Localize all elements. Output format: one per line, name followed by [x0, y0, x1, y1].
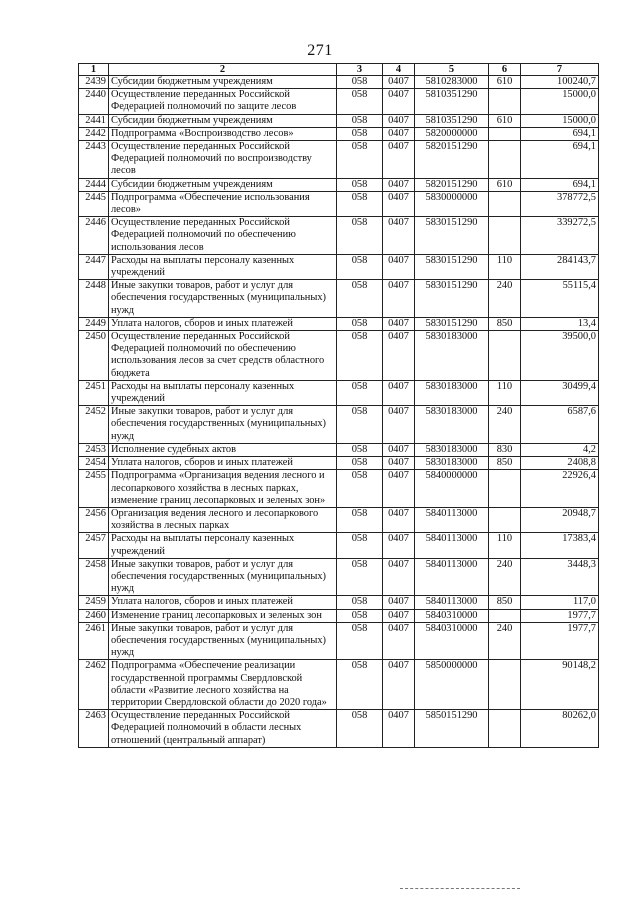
- amount: 90148,2: [521, 660, 599, 710]
- table-row: [79, 89, 599, 114]
- target-article-code: 5840113000: [415, 507, 489, 532]
- section-code: 0407: [383, 114, 415, 127]
- row-number: 2448: [79, 280, 109, 318]
- target-article-code: 5840113000: [415, 533, 489, 558]
- admin-code: 058: [337, 191, 383, 216]
- row-description: Иные закупки товаров, работ и услуг для обеспечения государственных (муниципальных) нужд: [109, 406, 337, 444]
- row-description: Уплата налогов, сборов и иных платежей: [109, 317, 337, 330]
- expense-type-code: 850: [489, 317, 521, 330]
- section-code: 0407: [383, 191, 415, 216]
- row-number: 2439: [79, 76, 109, 89]
- admin-code: 058: [337, 558, 383, 596]
- section-code: 0407: [383, 710, 415, 748]
- row-number: 2460: [79, 609, 109, 622]
- target-article-code: 5830183000: [415, 331, 489, 381]
- target-article-code: 5830183000: [415, 457, 489, 470]
- table-row: [79, 710, 599, 748]
- target-article-code: 5820000000: [415, 127, 489, 140]
- target-article-code: 5810351290: [415, 89, 489, 114]
- amount: 694,1: [521, 141, 599, 179]
- admin-code: 058: [337, 533, 383, 558]
- expense-type-code: [489, 127, 521, 140]
- target-article-code: 5830151290: [415, 317, 489, 330]
- amount: 694,1: [521, 127, 599, 140]
- expense-type-code: 110: [489, 533, 521, 558]
- section-code: 0407: [383, 533, 415, 558]
- section-code: 0407: [383, 558, 415, 596]
- amount: 39500,0: [521, 331, 599, 381]
- row-number: 2459: [79, 596, 109, 609]
- row-description: Расходы на выплаты персоналу казенных учреждений: [109, 380, 337, 405]
- row-description: Иные закупки товаров, работ и услуг для обеспечения государственных (муниципальных) нужд: [109, 558, 337, 596]
- section-code: 0407: [383, 443, 415, 456]
- section-code: 0407: [383, 317, 415, 330]
- admin-code: 058: [337, 178, 383, 191]
- section-code: 0407: [383, 141, 415, 179]
- target-article-code: 5840310000: [415, 609, 489, 622]
- row-description: Подпрограмма «Обеспечение реализации государственной программы Свердловской области «Развитие лесного хозяйства на территории Свердловской области до 2020 года»: [109, 660, 337, 710]
- expense-type-code: [489, 507, 521, 532]
- section-code: 0407: [383, 254, 415, 279]
- amount: 694,1: [521, 178, 599, 191]
- amount: 4,2: [521, 443, 599, 456]
- admin-code: 058: [337, 710, 383, 748]
- target-article-code: 5830183000: [415, 406, 489, 444]
- row-number: 2453: [79, 443, 109, 456]
- admin-code: 058: [337, 217, 383, 255]
- row-number: 2451: [79, 380, 109, 405]
- amount: 1977,7: [521, 622, 599, 660]
- table-row: [79, 558, 599, 596]
- amount: 13,4: [521, 317, 599, 330]
- table-row: [79, 217, 599, 255]
- row-number: 2455: [79, 470, 109, 508]
- amount: 80262,0: [521, 710, 599, 748]
- expense-type-code: 240: [489, 406, 521, 444]
- row-description: Осуществление переданных Российской Федерацией полномочий в области лесных отношений (центральный аппарат): [109, 710, 337, 748]
- expense-type-code: 240: [489, 558, 521, 596]
- expense-type-code: [489, 331, 521, 381]
- section-code: 0407: [383, 470, 415, 508]
- target-article-code: 5850151290: [415, 710, 489, 748]
- row-description: Подпрограмма «Обеспечение использования лесов»: [109, 191, 337, 216]
- expense-type-code: [489, 89, 521, 114]
- row-description: Расходы на выплаты персоналу казенных учреждений: [109, 254, 337, 279]
- admin-code: 058: [337, 114, 383, 127]
- row-number: 2441: [79, 114, 109, 127]
- row-description: Уплата налогов, сборов и иных платежей: [109, 457, 337, 470]
- column-header: 6: [489, 64, 521, 76]
- table-row: [79, 596, 599, 609]
- expense-type-code: [489, 191, 521, 216]
- target-article-code: 5810283000: [415, 76, 489, 89]
- admin-code: 058: [337, 127, 383, 140]
- amount: 30499,4: [521, 380, 599, 405]
- row-number: 2445: [79, 191, 109, 216]
- row-description: Субсидии бюджетным учреждениям: [109, 114, 337, 127]
- expense-type-code: [489, 470, 521, 508]
- row-description: Осуществление переданных Российской Федерацией полномочий по защите лесов: [109, 89, 337, 114]
- admin-code: 058: [337, 443, 383, 456]
- table-row: [79, 622, 599, 660]
- column-header: 4: [383, 64, 415, 76]
- admin-code: 058: [337, 406, 383, 444]
- row-number: 2449: [79, 317, 109, 330]
- section-code: 0407: [383, 178, 415, 191]
- expense-type-code: [489, 217, 521, 255]
- row-number: 2452: [79, 406, 109, 444]
- amount: 17383,4: [521, 533, 599, 558]
- row-number: 2458: [79, 558, 109, 596]
- expense-type-code: 110: [489, 254, 521, 279]
- target-article-code: 5840113000: [415, 558, 489, 596]
- amount: 15000,0: [521, 114, 599, 127]
- target-article-code: 5820151290: [415, 178, 489, 191]
- admin-code: 058: [337, 331, 383, 381]
- budget-table: [78, 63, 599, 748]
- row-number: 2447: [79, 254, 109, 279]
- admin-code: 058: [337, 76, 383, 89]
- expense-type-code: 830: [489, 443, 521, 456]
- table-row: [79, 470, 599, 508]
- expense-type-code: 610: [489, 114, 521, 127]
- table-row: [79, 380, 599, 405]
- admin-code: 058: [337, 609, 383, 622]
- column-header: 5: [415, 64, 489, 76]
- table-row: [79, 609, 599, 622]
- target-article-code: 5840310000: [415, 622, 489, 660]
- row-description: Уплата налогов, сборов и иных платежей: [109, 596, 337, 609]
- section-code: 0407: [383, 507, 415, 532]
- expense-type-code: [489, 141, 521, 179]
- section-code: 0407: [383, 406, 415, 444]
- target-article-code: 5830151290: [415, 280, 489, 318]
- row-number: 2440: [79, 89, 109, 114]
- target-article-code: 5830000000: [415, 191, 489, 216]
- section-code: 0407: [383, 127, 415, 140]
- section-code: 0407: [383, 596, 415, 609]
- section-code: 0407: [383, 457, 415, 470]
- amount: 100240,7: [521, 76, 599, 89]
- admin-code: 058: [337, 457, 383, 470]
- table-row: [79, 443, 599, 456]
- table-row: [79, 254, 599, 279]
- expense-type-code: 610: [489, 76, 521, 89]
- amount: 3448,3: [521, 558, 599, 596]
- page-bottom-rule: [400, 888, 520, 889]
- row-description: Субсидии бюджетным учреждениям: [109, 178, 337, 191]
- row-description: Исполнение судебных актов: [109, 443, 337, 456]
- admin-code: 058: [337, 596, 383, 609]
- admin-code: 058: [337, 280, 383, 318]
- table-row: [79, 317, 599, 330]
- admin-code: 058: [337, 507, 383, 532]
- target-article-code: 5830183000: [415, 443, 489, 456]
- column-header: 2: [109, 64, 337, 76]
- amount: 6587,6: [521, 406, 599, 444]
- amount: 378772,5: [521, 191, 599, 216]
- target-article-code: 5840113000: [415, 596, 489, 609]
- admin-code: 058: [337, 317, 383, 330]
- table-row: [79, 406, 599, 444]
- row-description: Иные закупки товаров, работ и услуг для обеспечения государственных (муниципальных) нужд: [109, 622, 337, 660]
- expense-type-code: 850: [489, 457, 521, 470]
- admin-code: 058: [337, 660, 383, 710]
- row-number: 2450: [79, 331, 109, 381]
- table-row: [79, 178, 599, 191]
- row-number: 2457: [79, 533, 109, 558]
- section-code: 0407: [383, 76, 415, 89]
- table-row: [79, 76, 599, 89]
- row-number: 2446: [79, 217, 109, 255]
- row-number: 2463: [79, 710, 109, 748]
- table-header-row: [79, 64, 599, 76]
- row-number: 2442: [79, 127, 109, 140]
- target-article-code: 5830151290: [415, 217, 489, 255]
- expense-type-code: 610: [489, 178, 521, 191]
- page-number: 271: [307, 42, 333, 59]
- target-article-code: 5820151290: [415, 141, 489, 179]
- target-article-code: 5850000000: [415, 660, 489, 710]
- table-row: [79, 114, 599, 127]
- table-row: [79, 660, 599, 710]
- table-row: [79, 191, 599, 216]
- row-description: Осуществление переданных Российской Федерацией полномочий по воспроизводству лесов: [109, 141, 337, 179]
- row-description: Осуществление переданных Российской Федерацией полномочий по обеспечению использования лесов: [109, 217, 337, 255]
- column-header: 7: [521, 64, 599, 76]
- table-row: [79, 331, 599, 381]
- section-code: 0407: [383, 89, 415, 114]
- row-description: Осуществление переданных Российской Федерацией полномочий по обеспечению использования лесов за счет средств областного бюджета: [109, 331, 337, 381]
- row-description: Подпрограмма «Организация ведения лесного и лесопаркового хозяйства в лесных парках, изменение границ лесопарковых и зеленых зон»: [109, 470, 337, 508]
- row-number: 2456: [79, 507, 109, 532]
- target-article-code: 5830183000: [415, 380, 489, 405]
- amount: 284143,7: [521, 254, 599, 279]
- row-description: Подпрограмма «Воспроизводство лесов»: [109, 127, 337, 140]
- section-code: 0407: [383, 660, 415, 710]
- amount: 339272,5: [521, 217, 599, 255]
- admin-code: 058: [337, 141, 383, 179]
- table-row: [79, 127, 599, 140]
- table-body: [79, 76, 599, 748]
- expense-type-code: 850: [489, 596, 521, 609]
- column-header: 3: [337, 64, 383, 76]
- expense-type-code: [489, 660, 521, 710]
- target-article-code: 5840000000: [415, 470, 489, 508]
- row-number: 2444: [79, 178, 109, 191]
- row-description: Изменение границ лесопарковых и зеленых зон: [109, 609, 337, 622]
- admin-code: 058: [337, 380, 383, 405]
- section-code: 0407: [383, 217, 415, 255]
- admin-code: 058: [337, 622, 383, 660]
- table-row: [79, 141, 599, 179]
- expense-type-code: 110: [489, 380, 521, 405]
- amount: 55115,4: [521, 280, 599, 318]
- amount: 2408,8: [521, 457, 599, 470]
- row-description: Иные закупки товаров, работ и услуг для обеспечения государственных (муниципальных) нужд: [109, 280, 337, 318]
- admin-code: 058: [337, 254, 383, 279]
- target-article-code: 5810351290: [415, 114, 489, 127]
- expense-type-code: 240: [489, 622, 521, 660]
- table-row: [79, 280, 599, 318]
- section-code: 0407: [383, 609, 415, 622]
- section-code: 0407: [383, 622, 415, 660]
- admin-code: 058: [337, 470, 383, 508]
- expense-type-code: [489, 609, 521, 622]
- amount: 20948,7: [521, 507, 599, 532]
- table-row: [79, 533, 599, 558]
- row-description: Организация ведения лесного и лесопаркового хозяйства в лесных парках: [109, 507, 337, 532]
- row-number: 2443: [79, 141, 109, 179]
- row-description: Субсидии бюджетным учреждениям: [109, 76, 337, 89]
- column-header: 1: [79, 64, 109, 76]
- section-code: 0407: [383, 331, 415, 381]
- table-row: [79, 457, 599, 470]
- amount: 1977,7: [521, 609, 599, 622]
- amount: 15000,0: [521, 89, 599, 114]
- table-row: [79, 507, 599, 532]
- row-number: 2461: [79, 622, 109, 660]
- section-code: 0407: [383, 280, 415, 318]
- row-number: 2454: [79, 457, 109, 470]
- amount: 22926,4: [521, 470, 599, 508]
- amount: 117,0: [521, 596, 599, 609]
- expense-type-code: [489, 710, 521, 748]
- row-description: Расходы на выплаты персоналу казенных учреждений: [109, 533, 337, 558]
- section-code: 0407: [383, 380, 415, 405]
- expense-type-code: 240: [489, 280, 521, 318]
- target-article-code: 5830151290: [415, 254, 489, 279]
- admin-code: 058: [337, 89, 383, 114]
- row-number: 2462: [79, 660, 109, 710]
